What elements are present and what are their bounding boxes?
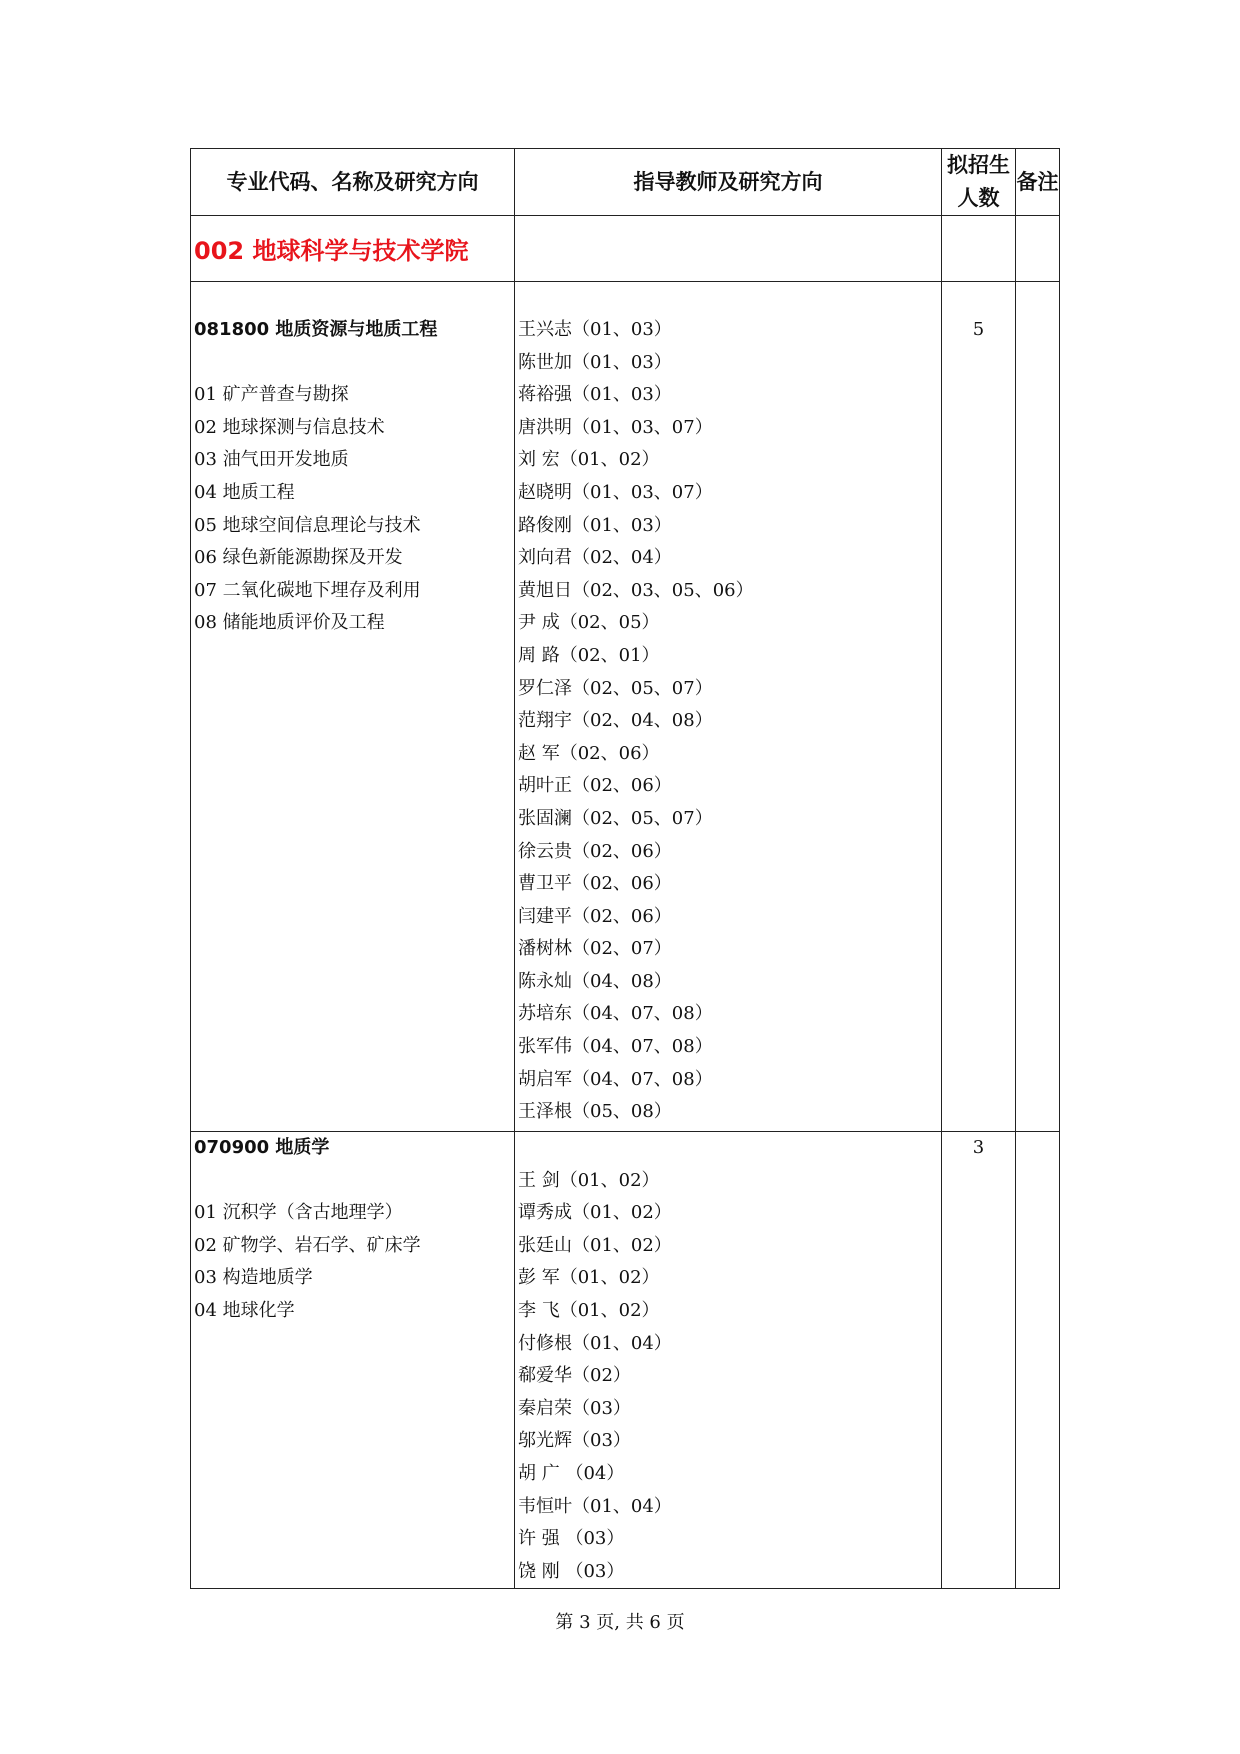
remarks-cell (1016, 1132, 1060, 1589)
supervisor-cell (515, 1132, 942, 1589)
supervisor-item: 张军伟（04、07、08） (518, 1036, 713, 1058)
quota-cell: 3 (942, 1132, 1016, 1589)
major-title: 070900 地质学 (194, 1137, 330, 1158)
supervisor-item: 胡 广 （04） (518, 1462, 625, 1484)
direction-item: 05 地球空间信息理论与技术 (194, 514, 421, 536)
supervisor-item: 李 飞（01、02） (518, 1299, 660, 1321)
table-header-row (191, 149, 1060, 216)
major-info-list (191, 314, 514, 640)
direction-item: 07 二氧化碳地下埋存及利用 (194, 579, 421, 601)
supervisor-item: 刘向君（02、04） (518, 547, 672, 569)
header-major: 专业代码、名称及研究方向 (191, 149, 515, 216)
direction-item: 06 绿色新能源勘探及开发 (194, 547, 403, 569)
direction-item: 04 地球化学 (194, 1299, 295, 1321)
college-title: 002 地球科学与技术学院 (191, 216, 515, 282)
header-supervisor: 指导教师及研究方向 (515, 149, 942, 216)
direction-item: 02 地球探测与信息技术 (194, 416, 385, 438)
supervisor-item: 王兴志（01、03） (518, 319, 672, 340)
supervisor-item: 饶 刚 （03） (518, 1560, 625, 1582)
direction-item: 03 油气田开发地质 (194, 449, 349, 471)
major-info-list (191, 1132, 514, 1328)
header-remarks: 备注 (1016, 149, 1060, 216)
supervisor-item: 闫建平（02、06） (518, 905, 672, 927)
supervisor-item: 张廷山（01、02） (518, 1234, 672, 1256)
remarks-cell (1016, 282, 1060, 1132)
major-row (191, 282, 1060, 1132)
major-title: 081800 地质资源与地质工程 (194, 319, 438, 340)
spacer (194, 347, 514, 380)
major-cell (191, 1132, 515, 1589)
supervisor-item: 路俊刚（01、03） (518, 514, 672, 536)
supervisor-list (515, 1132, 941, 1588)
supervisor-item: 蒋裕强（01、03） (518, 384, 672, 406)
direction-item: 08 储能地质评价及工程 (194, 612, 385, 634)
supervisor-item: 黄旭日（02、03、05、06） (518, 579, 754, 601)
page-number: 第 3 页, 共 6 页 (555, 1612, 685, 1633)
supervisor-item: 范翔宇（02、04、08） (518, 710, 713, 732)
supervisor-item: 刘 宏（01、02） (518, 449, 660, 471)
supervisor-item: 付修根（01、04） (518, 1332, 672, 1354)
supervisor-item: 谭秀成（01、02） (518, 1202, 672, 1224)
supervisor-item: 唐洪明（01、03、07） (518, 416, 713, 438)
supervisor-item: 张固澜（02、05、07） (518, 807, 713, 829)
spacer (518, 1132, 941, 1165)
supervisor-item: 郗爱华（02） (518, 1365, 631, 1387)
supervisor-list (515, 314, 941, 1129)
supervisor-item: 潘树林（02、07） (518, 938, 672, 960)
supervisor-item: 曹卫平（02、06） (518, 873, 672, 895)
supervisor-item: 周 路（02、01） (518, 644, 660, 666)
supervisor-item: 韦恒叶（01、04） (518, 1495, 672, 1517)
major-cell (191, 282, 515, 1132)
college-quota-cell (942, 216, 1016, 282)
supervisor-item: 秦启荣（03） (518, 1397, 631, 1419)
college-supervisor-cell (515, 216, 942, 282)
supervisor-item: 邬光辉（03） (518, 1430, 631, 1452)
supervisor-item: 胡启军（04、07、08） (518, 1068, 713, 1090)
quota-cell: 5 (942, 282, 1016, 1132)
direction-item: 01 矿产普查与勘探 (194, 384, 349, 406)
direction-item: 04 地质工程 (194, 481, 295, 503)
header-quota: 拟招生人数 (942, 149, 1016, 216)
direction-item: 02 矿物学、岩石学、矿床学 (194, 1234, 421, 1256)
college-remarks-cell (1016, 216, 1060, 282)
supervisor-item: 罗仁泽（02、05、07） (518, 677, 713, 699)
spacer (194, 1165, 514, 1198)
supervisor-item: 赵晓明（01、03、07） (518, 481, 713, 503)
direction-item: 01 沉积学（含古地理学） (194, 1202, 403, 1224)
enrollment-table (190, 148, 1060, 1589)
supervisor-item: 许 强 （03） (518, 1528, 625, 1550)
supervisor-item: 赵 军（02、06） (518, 742, 660, 764)
college-row (191, 216, 1060, 282)
supervisor-item: 徐云贵（02、06） (518, 840, 672, 862)
supervisor-item: 彭 军（01、02） (518, 1267, 660, 1289)
major-row (191, 1132, 1060, 1589)
supervisor-item: 尹 成（02、05） (518, 612, 660, 634)
supervisor-item: 陈永灿（04、08） (518, 970, 672, 992)
supervisor-item: 王泽根（05、08） (518, 1101, 672, 1123)
supervisor-item: 苏培东（04、07、08） (518, 1003, 713, 1025)
supervisor-item: 陈世加（01、03） (518, 351, 672, 373)
supervisor-item: 王 剑（01、02） (518, 1169, 660, 1191)
supervisor-item: 胡叶正（02、06） (518, 775, 672, 797)
direction-item: 03 构造地质学 (194, 1267, 313, 1289)
supervisor-cell (515, 282, 942, 1132)
